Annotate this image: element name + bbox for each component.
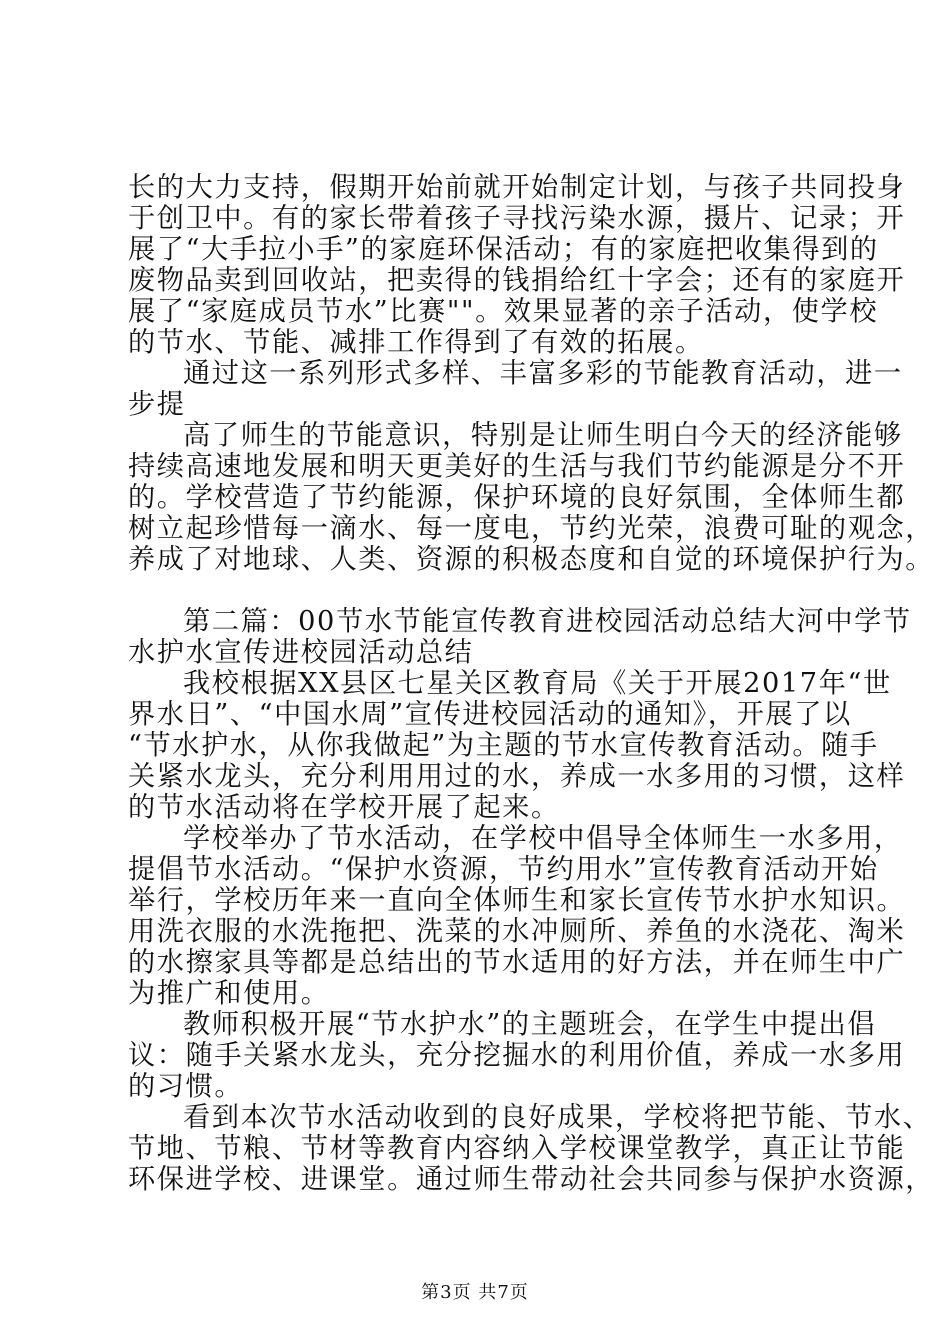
- paragraph: [128, 1009, 906, 1102]
- text-line: 界水日”、“中国水周”宣传进校园活动的通知》，开展了以: [128, 699, 852, 730]
- paragraph: [128, 420, 935, 575]
- text-line: 看到本次节水活动收到的良好成果，学校将把节能、节水、: [183, 1102, 932, 1133]
- text-line: 的节水活动将在学校开展了起来。: [128, 792, 560, 823]
- text-line: 的节水、节能、减排工作得到了有效的拓展。: [128, 327, 704, 358]
- text-line: 通过这一系列形式多样、丰富多彩的节能教育活动，进一: [183, 358, 903, 389]
- text-line: 养成了对地球、人类、资源的积极态度和自觉的环境保护行为。: [128, 544, 935, 575]
- paragraph: [128, 668, 906, 823]
- text-line: 的。学校营造了节约能源，保护环境的良好氛围，全体师生都: [128, 482, 906, 513]
- paragraph: [128, 606, 912, 668]
- text-line: 持续高速地发展和明天更美好的生活与我们节约能源是分不开: [128, 451, 906, 482]
- text-line: 废物品卖到回收站，把卖得的钱捐给红十字会；还有的家庭开: [128, 265, 906, 296]
- text-line: 节地、节粮、节材等教育内容纳入学校课堂教学，真正让节能: [128, 1133, 906, 1164]
- paragraph: [128, 172, 906, 358]
- text-line: 第二篇：00节水节能宣传教育进校园活动总结大河中学节: [183, 606, 912, 637]
- text-line: 高了师生的节能意识，特别是让师生明白今天的经济能够: [183, 420, 903, 451]
- text-line: 于创卫中。有的家长带着孩子寻找污染水源，摄片、记录；开: [128, 203, 906, 234]
- text-line: 举行，学校历年来一直向全体师生和家长宣传节水护水知识。: [128, 885, 906, 916]
- paragraph: [128, 823, 906, 1009]
- text-line: 关紧水龙头，充分利用用过的水，养成一水多用的习惯，这样: [128, 761, 906, 792]
- text-line: 的水擦家具等都是总结出的节水适用的好方法，并在师生中广: [128, 947, 906, 978]
- text-line: 用洗衣服的水洗拖把、洗菜的水冲厕所、养鱼的水浇花、淘米: [128, 916, 906, 947]
- text-line: 水护水宣传进校园活动总结: [128, 637, 474, 668]
- text-line: 议：随手关紧水龙头，充分挖掘水的利用价值，养成一水多用: [128, 1040, 906, 1071]
- text-line: 我校根据XX县区七星关区教育局《关于开展2017年“世: [183, 668, 892, 699]
- text-line: 环保进学校、进课堂。通过师生带动社会共同参与保护水资源，: [128, 1164, 935, 1195]
- paragraph: [128, 358, 903, 420]
- text-line: 教师积极开展“节水护水”的主题班会，在学生中提出倡: [183, 1009, 877, 1040]
- text-line: 的习惯。: [128, 1071, 244, 1102]
- text-line: 展了“大手拉小手”的家庭环保活动；有的家庭把收集得到的: [128, 234, 879, 265]
- text-line: 学校举办了节水活动，在学校中倡导全体师生一水多用，: [183, 823, 903, 854]
- paragraph-gap: [128, 575, 828, 606]
- page-number-footer: 第3页 共7页: [421, 1282, 529, 1303]
- text-line: 展了“家庭成员节水”比赛""。效果显著的亲子活动，使学校: [128, 296, 879, 327]
- document-body: [128, 172, 935, 1195]
- paragraph: [128, 1102, 935, 1195]
- text-line: 步提: [128, 389, 186, 420]
- text-line: 长的大力支持，假期开始前就开始制定计划，与孩子共同投身: [128, 172, 906, 203]
- text-line: 树立起珍惜每一滴水、每一度电，节约光荣，浪费可耻的观念，: [128, 513, 935, 544]
- text-line: 为推广和使用。: [128, 978, 330, 1009]
- text-line: “节水护水，从你我做起”为主题的节水宣传教育活动。随手: [128, 730, 879, 761]
- text-line: 提倡节水活动。“保护水资源，节约用水”宣传教育活动开始: [128, 854, 879, 885]
